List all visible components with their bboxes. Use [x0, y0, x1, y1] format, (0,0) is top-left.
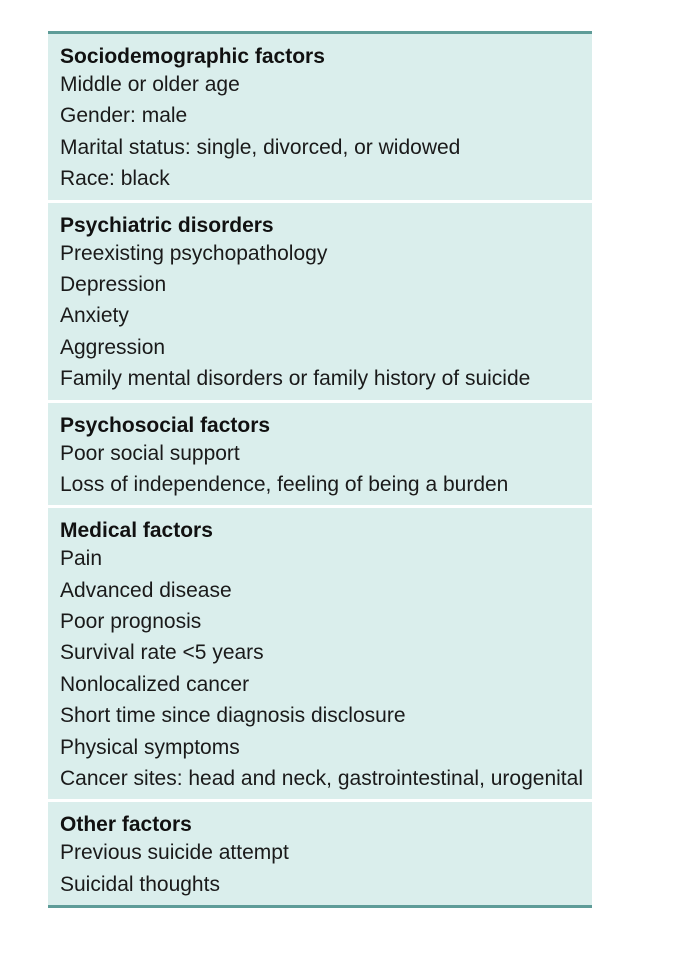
list-item: Cancer sites: head and neck, gastrointestinal, urogenital: [60, 767, 583, 791]
section-heading: Other factors: [60, 813, 192, 837]
list-item: Gender: male: [60, 104, 188, 128]
list-item: Suicidal thoughts: [60, 872, 220, 896]
section-sociodemographic: [48, 34, 592, 200]
list-item: Marital status: single, divorced, or widowed: [60, 135, 461, 159]
section-heading: Psychosocial factors: [60, 413, 271, 437]
list-item: Middle or older age: [60, 73, 240, 96]
section-heading: Psychiatric disorders: [60, 213, 274, 237]
list-item: Loss of independence, feeling of being a burden: [60, 472, 509, 496]
list-item: Pain: [60, 547, 103, 571]
section-heading: Sociodemographic factors: [60, 45, 325, 68]
section-psychosocial: [48, 403, 592, 506]
list-item: Race: black: [60, 167, 170, 191]
list-item: Previous suicide attempt: [60, 841, 289, 865]
section-psychiatric: [48, 203, 592, 400]
list-item: Nonlocalized cancer: [60, 672, 250, 696]
section-heading: Medical factors: [60, 519, 213, 543]
section-medical: [48, 508, 592, 799]
list-item: Depression: [60, 272, 167, 296]
list-item: Poor social support: [60, 441, 240, 465]
list-item: Preexisting psychopathology: [60, 241, 328, 265]
list-item: Short time since diagnosis disclosure: [60, 704, 406, 728]
list-item: Family mental disorders or family history of suicide: [60, 367, 531, 391]
list-item: Advanced disease: [60, 578, 232, 602]
risk-factors-table: [48, 31, 592, 908]
list-item: Poor prognosis: [60, 610, 202, 634]
list-item: Physical symptoms: [60, 735, 240, 759]
list-item: Survival rate <5 years: [60, 641, 264, 665]
list-item: Anxiety: [60, 304, 129, 328]
section-other: [48, 802, 592, 905]
list-item: Aggression: [60, 335, 166, 359]
